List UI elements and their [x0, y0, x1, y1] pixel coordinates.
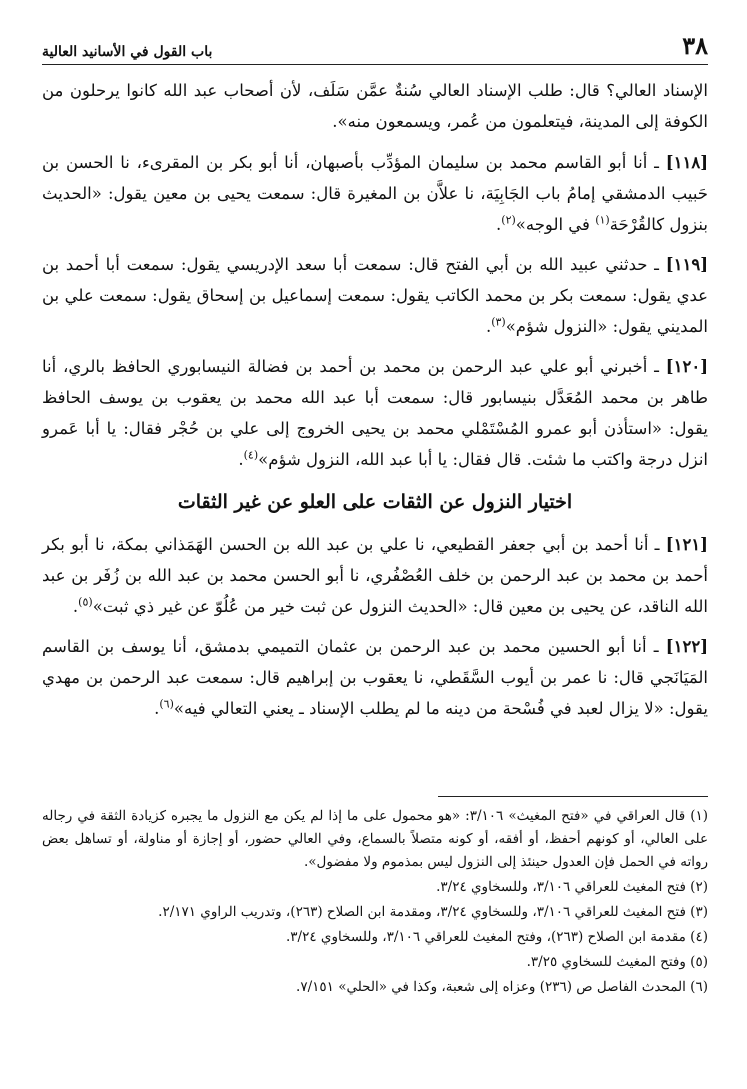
paragraph-end: . [496, 215, 502, 234]
running-title: باب القول في الأسانيد العالية [42, 44, 213, 60]
footnotes [42, 796, 708, 1001]
footnote: (٤) مقدمة ابن الصلاح (٢٦٣)، وفتح المغيث للعراقي ٣/١٠٦، وللسخاوي ٣/٢٤. [286, 929, 708, 945]
paragraph-text-tail: في الوجه» [515, 215, 596, 234]
hadith-number: [١٢٠] [665, 357, 708, 376]
footnote: (١) قال العراقي في «فتح المغيث» ٣/١٠٦: «هو محمول على ما إذا لم يكن مع النزول ما يجبره كزيادة الثقة في رجاله على العالي، أو كونهم أحفظ، أو أفقه، أو كونه متصلاً بالسماع، وفي العالي حضور، أو إجازة أو مناولة، أو تساهل بعض رواته في الحمل فإن العدول حينئذ إلى النزول ليس بمذموم ولا مفضول». [42, 808, 709, 870]
footnote-marker: (١) [595, 213, 610, 227]
footnote: (٥) وفتح المغيث للسخاوي ٣/٢٥. [526, 954, 708, 970]
footnote-marker: (٣) [491, 315, 506, 329]
footnote-marker: (٤) [243, 448, 259, 462]
hadith-number: [١١٩] [665, 255, 708, 274]
footnote: (٢) فتح المغيث للعراقي ٣/١٠٦، وللسخاوي ٣/٢٤. [436, 879, 708, 895]
paragraph-text: ـ أنا أحمد بن أبي جعفر القطيعي، نا علي بن عبد الله بن الحسن الهَمَذاني بمكة، نا أبو بكر أحمد بن محمد بن عبد الرحمن بن خلف العُصْفُري، نا أبو الحسن محمد بن عبد الله بن زُفَر بن عبد الله الناقد، عن يحيى بن معين قال: «الحديث النزول عن ثبت خير من عُلُوّ عن غير ذي ثبت» [42, 535, 708, 616]
paragraph-intro: الإسناد العالي؟ قال: طلب الإسناد العالي سُنةٌ عمَّن سَلَف، لأن أصحاب عبد الله كانوا يرحلون من الكوفة إلى المدينة، فيتعلمون من عُمر، ويسمعون منه». [42, 81, 708, 131]
paragraph-text: ـ أنا أبو الحسين محمد بن عبد الرحمن بن عثمان التميمي بدمشق، أنا يوسف بن القاسم المَيَانَجي قال: نا عمر بن أيوب السَّقَطي، نا يعقوب بن إبراهيم قال: سمعت عبد الرحمن بن مهدي يقول: «لا يزال لعبد في فُسْحة من دينه ما لم يطلب الإسناد ـ يعني التعالي فيه» [42, 637, 708, 718]
hadith-number: [١١٨] [665, 153, 708, 172]
footnote-marker: (٥) [78, 595, 93, 609]
hadith-number: [١٢٢] [665, 637, 709, 656]
footnote: (٦) المحدث الفاصل ص (٢٣٦) وعزاه إلى شعبة، وكذا في «الحلي» ٧/١٥١. [296, 979, 708, 995]
paragraph-119 [42, 249, 708, 342]
paragraph-end: . [154, 699, 160, 718]
paragraph-end: . [485, 317, 492, 336]
paragraph-text: ـ أنا أبو القاسم محمد بن سليمان المؤدِّب بأصبهان، أنا أبو بكر بن المقرىء، نا الحسن بن حَبيب الدمشقي إمامُ باب الجَابِيَة، نا علاَّن بن المغيرة قال: سمعت يحيى بن معين يقول: «الحديث بنزول كالقُرْحَة [42, 153, 708, 234]
footnote-marker: (٢) [501, 213, 516, 227]
paragraph-121 [42, 529, 708, 622]
main-text [42, 75, 708, 724]
footnote-divider [438, 796, 708, 797]
footnote-marker: (٦) [159, 697, 174, 711]
paragraph-118 [42, 147, 708, 240]
paragraph-122 [42, 631, 708, 724]
paragraph-end: . [72, 597, 79, 616]
paragraph-text: ـ أخبرني أبو علي عبد الرحمن بن محمد بن أحمد بن فضالة النيسابوري الحافظ بالري، أنا طاهر بن محمد المُعَدَّل بنيسابور قال: سمعت أبا عبد الله محمد بن يعقوب بن يوسف الحافظ يقول: «استأذن أبو عمرو المُسْتَمْلي محمد بن يحيى الخروج إلى علي بن حُجْر فقال: يا أبا عَمرو انزل درجة واكتب ما شئت. قال فقال: يا أبا عبد الله، النزول شؤم» [42, 357, 708, 469]
page-header [42, 26, 708, 65]
page-number: ٣٨ [682, 31, 708, 60]
paragraph-text: ـ حدثني عبيد الله بن أبي الفتح قال: سمعت أبا سعد الإدريسي يقول: سمعت أبا أحمد بن عدي يقول: سمعت بكر بن محمد الكاتب يقول: سمعت إسماعيل بن إسحاق يقول: سمعت علي بن المديني يقول: «النزول شؤم» [42, 255, 708, 336]
page [42, 26, 708, 733]
hadith-number: [١٢١] [665, 535, 708, 554]
paragraph-end: . [238, 450, 244, 469]
section-title: اختيار النزول عن الثقات على العلو عن غير الثقات [177, 491, 573, 513]
paragraph-120 [42, 351, 708, 475]
footnote: (٣) فتح المغيث للعراقي ٣/١٠٦، وللسخاوي ٣/٢٤، ومقدمة ابن الصلاح (٢٦٣)، وتدريب الراوي ٢/١٧١. [158, 904, 708, 920]
